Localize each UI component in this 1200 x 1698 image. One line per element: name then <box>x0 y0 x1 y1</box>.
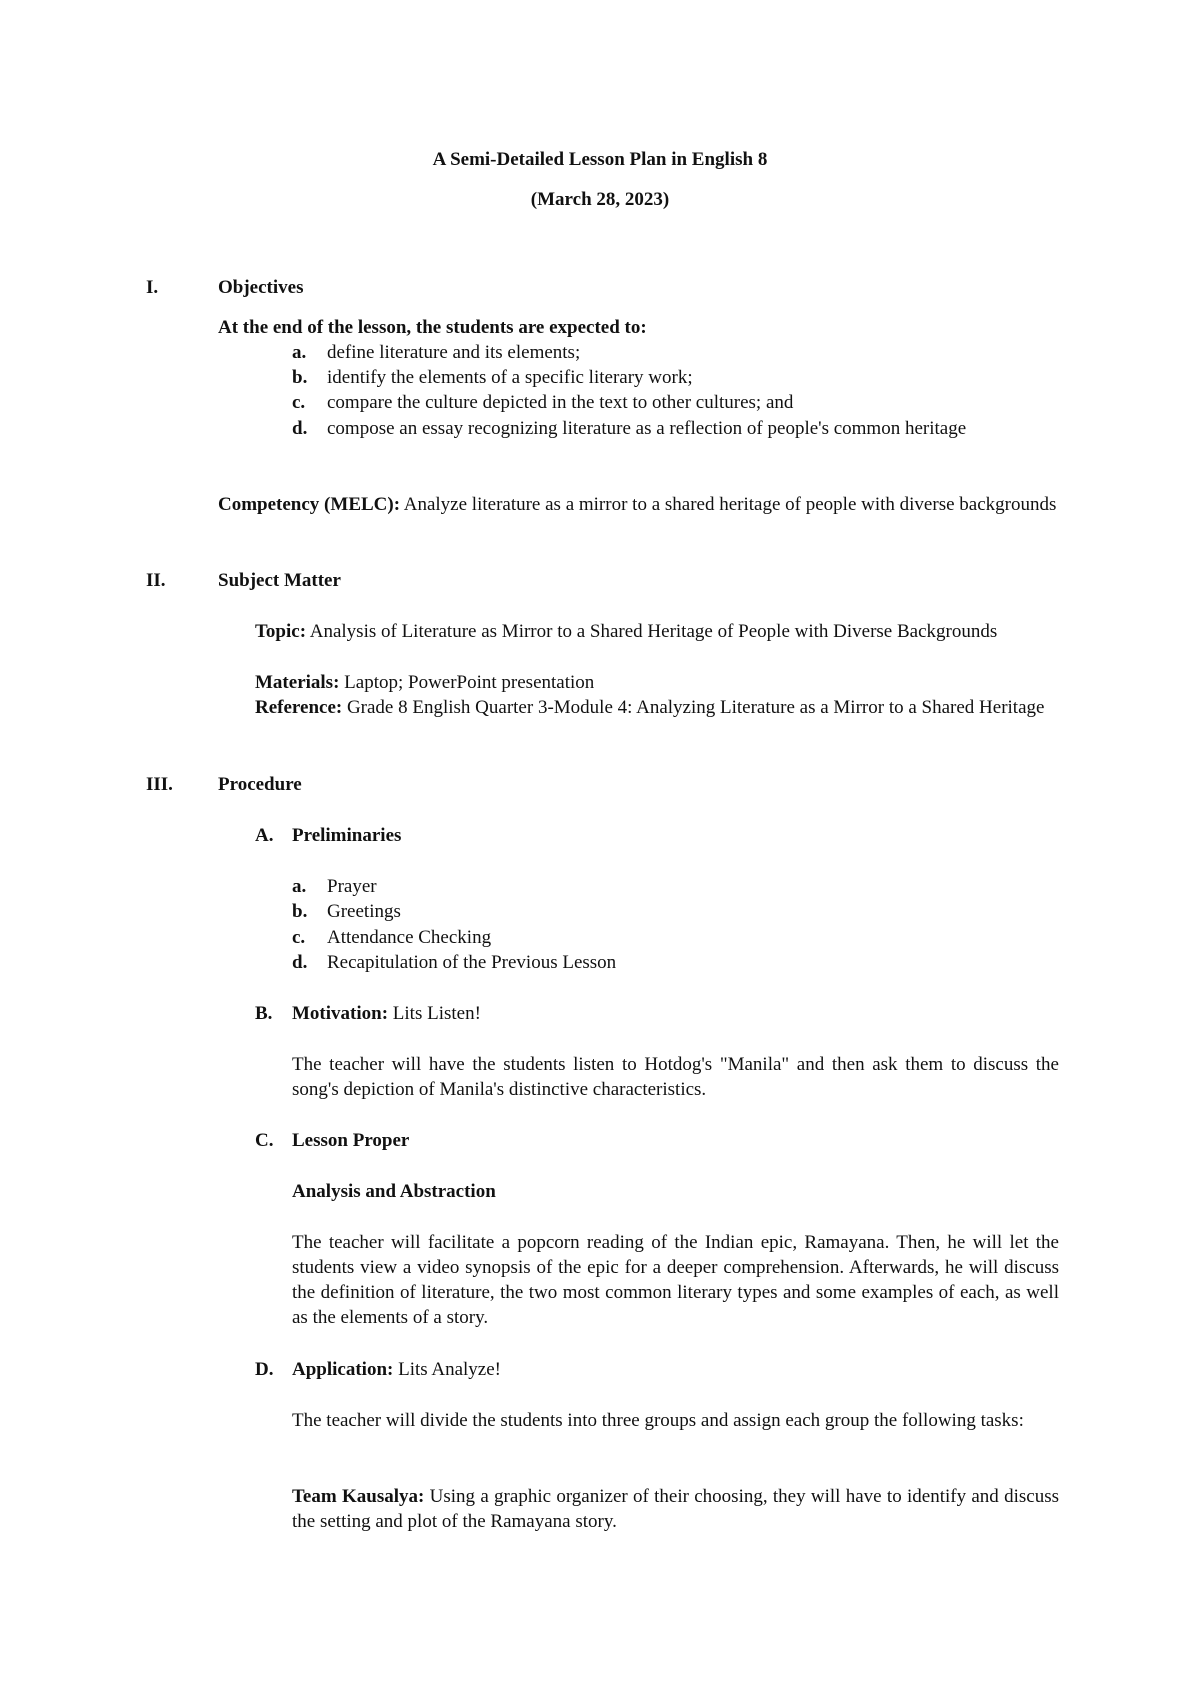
team-kausalya-paragraph <box>292 1484 1059 1534</box>
objective-item-d: compose an essay recognizing literature as a reflection of people's common heritage <box>327 418 967 439</box>
preliminary-marker-a: a. <box>292 876 307 897</box>
objectives-intro: At the end of the lesson, the students are expected to: <box>218 317 647 338</box>
reference-text: Grade 8 English Quarter 3-Module 4: Analyzing Literature as a Mirror to a Shared Heritage <box>346 697 1045 718</box>
subsection-heading-preliminaries: Preliminaries <box>292 825 402 846</box>
motivation-title: Lits Listen! <box>392 1003 481 1024</box>
objective-marker-c: c. <box>292 392 306 413</box>
subsection-marker-d: D. <box>255 1359 274 1380</box>
objective-item-c: compare the culture depicted in the text to other cultures; and <box>327 392 794 413</box>
team-kausalya-label: Team Kausalya: <box>292 1486 425 1507</box>
section-numeral-subject-matter: II. <box>146 570 166 591</box>
lesson-proper-paragraph: The teacher will facilitate a popcorn reading of the Indian epic, Ramayana. Then, he will let the students view a video synopsis of the epic for a deeper comprehension. Afterwards, he will discuss the definition of literature, the two most common literary types and some examples of each, as well as the elements of a story. <box>292 1232 1059 1328</box>
objective-item-b: identify the elements of a specific literary work; <box>327 367 693 388</box>
document-title: A Semi-Detailed Lesson Plan in English 8 <box>432 149 768 170</box>
materials-label: Materials: <box>255 672 340 693</box>
competency-label: Competency (MELC): <box>218 494 401 515</box>
application-paragraph: The teacher will divide the students into three groups and assign each group the following tasks: <box>292 1410 1024 1431</box>
motivation-paragraph: The teacher will have the students listen to Hotdog's "Manila" and then ask them to discuss the song's depiction of Manila's distinctive characteristics. <box>292 1054 1059 1100</box>
section-heading-objectives: Objectives <box>218 277 304 298</box>
objective-marker-a: a. <box>292 342 307 363</box>
objective-item-a: define literature and its elements; <box>327 342 581 363</box>
preliminary-item-a: Prayer <box>327 876 377 897</box>
subsection-marker-a: A. <box>255 825 274 846</box>
subsection-marker-b: B. <box>255 1003 273 1024</box>
objective-marker-b: b. <box>292 367 308 388</box>
subsection-heading-application <box>292 1357 501 1382</box>
topic-label: Topic: <box>255 621 307 642</box>
preliminary-item-d: Recapitulation of the Previous Lesson <box>327 952 617 973</box>
competency-paragraph <box>218 492 1059 517</box>
subsection-heading-lesson-proper: Lesson Proper <box>292 1130 410 1151</box>
topic-paragraph <box>255 619 1059 644</box>
motivation-label: Motivation: <box>292 1003 389 1024</box>
competency-text: Analyze literature as a mirror to a shared heritage of people with diverse backgrounds <box>403 494 1057 515</box>
preliminary-marker-c: c. <box>292 927 306 948</box>
reference-label: Reference: <box>255 697 343 718</box>
application-title: Lits Analyze! <box>398 1359 501 1380</box>
preliminary-marker-d: d. <box>292 952 308 973</box>
reference-paragraph <box>255 695 1059 720</box>
section-heading-procedure: Procedure <box>218 774 302 795</box>
topic-text: Analysis of Literature as Mirror to a Shared Heritage of People with Diverse Backgrounds <box>309 621 998 642</box>
section-numeral-objectives: I. <box>146 277 159 298</box>
preliminary-marker-b: b. <box>292 901 308 922</box>
analysis-abstraction-heading: Analysis and Abstraction <box>292 1181 496 1202</box>
materials-text: Laptop; PowerPoint presentation <box>344 672 595 693</box>
materials-paragraph <box>255 670 1059 695</box>
team-kausalya-text: Using a graphic organizer of their choosing, they will have to identify and discuss the setting and plot of the Ramayana story. <box>292 1486 1060 1532</box>
preliminary-item-b: Greetings <box>327 901 401 922</box>
application-label: Application: <box>292 1359 394 1380</box>
section-heading-subject-matter: Subject Matter <box>218 570 341 591</box>
subsection-marker-c: C. <box>255 1130 274 1151</box>
document-date: (March 28, 2023) <box>530 189 670 210</box>
preliminary-item-c: Attendance Checking <box>327 927 492 948</box>
objective-marker-d: d. <box>292 418 308 439</box>
subsection-heading-motivation <box>292 1001 481 1026</box>
section-numeral-procedure: III. <box>146 774 173 795</box>
